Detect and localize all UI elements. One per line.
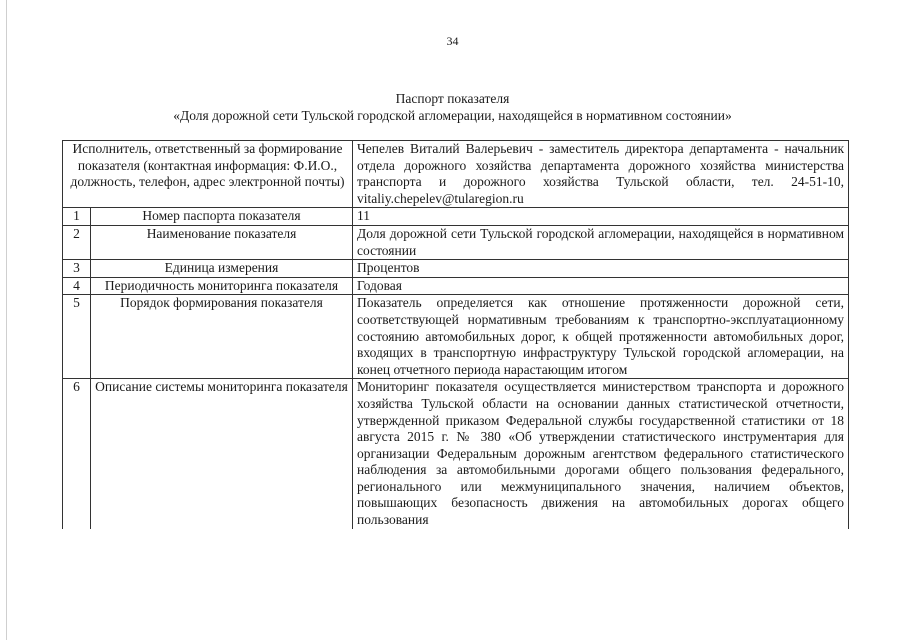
row-number: 5 bbox=[63, 295, 91, 379]
row-label: Описание системы мониторинга показателя bbox=[91, 379, 353, 529]
row-label: Номер паспорта показателя bbox=[91, 208, 353, 226]
table-row bbox=[63, 208, 849, 226]
table-row bbox=[63, 295, 849, 379]
passport-table bbox=[62, 140, 849, 529]
title-line-2: «Доля дорожной сети Тульской городской агломерации, находящейся в нормативном состоянии» bbox=[173, 108, 732, 123]
row-value: Показатель определяется как отношение протяженности дорожной сети, соответствующей нормативным требованиям к транспортно-эксплуатационному состоянию автомобильных дорог, к общей протяженности автомобильных дорог, входящих в транспортную инфраструктуру Тульской городской агломерации, на конец отчетного периода нарастающим итогом bbox=[353, 295, 849, 379]
executor-label: Исполнитель, ответственный за формирование показателя (контактная информация: Ф.И.О., должность, телефон, адрес электронной почты) bbox=[63, 141, 353, 208]
row-value: Доля дорожной сети Тульской городской агломерации, находящейся в нормативном состоянии bbox=[353, 225, 849, 259]
table-row bbox=[63, 277, 849, 295]
table-row bbox=[63, 379, 849, 529]
row-value: Мониторинг показателя осуществляется министерством транспорта и дорожного хозяйства Тульской области на основании данных статистической отчетности, утвержденной приказом Федеральной службы государственной статистики от 18 августа 2015 г. № 380 «Об утверждении статистического инструментария для организации Федеральным дорожным агентством федерального статистического наблюдения за автомобильными дорогами общего пользования федерального, регионального или межмуниципального значения, наличием объектов, повышающих безопасность движения на автомобильных дорогах общего пользования bbox=[353, 379, 849, 529]
table-row bbox=[63, 260, 849, 278]
row-value: Годовая bbox=[353, 277, 849, 295]
row-number: 1 bbox=[63, 208, 91, 226]
title-line-1: Паспорт показателя bbox=[395, 91, 510, 106]
row-value: Процентов bbox=[353, 260, 849, 278]
scan-edge-line bbox=[6, 0, 7, 640]
row-number: 4 bbox=[63, 277, 91, 295]
row-label: Единица измерения bbox=[91, 260, 353, 278]
row-number: 3 bbox=[63, 260, 91, 278]
executor-row bbox=[63, 141, 849, 208]
row-number: 6 bbox=[63, 379, 91, 529]
row-value: 11 bbox=[353, 208, 849, 226]
table-row bbox=[63, 225, 849, 259]
executor-value: Чепелев Виталий Валерьевич - заместитель директора департамента - начальник отдела дорожного хозяйства департамента дорожного хозяйства министерства транспорта и дорожного хозяйства Тульской области, тел. 24-51-10, vitaliy.chepelev@tularegion.ru bbox=[353, 141, 849, 208]
row-label: Периодичность мониторинга показателя bbox=[91, 277, 353, 295]
passport-title bbox=[60, 90, 845, 124]
row-label: Наименование показателя bbox=[91, 225, 353, 259]
row-number: 2 bbox=[63, 225, 91, 259]
page-number: 34 bbox=[446, 34, 459, 48]
row-label: Порядок формирования показателя bbox=[91, 295, 353, 379]
